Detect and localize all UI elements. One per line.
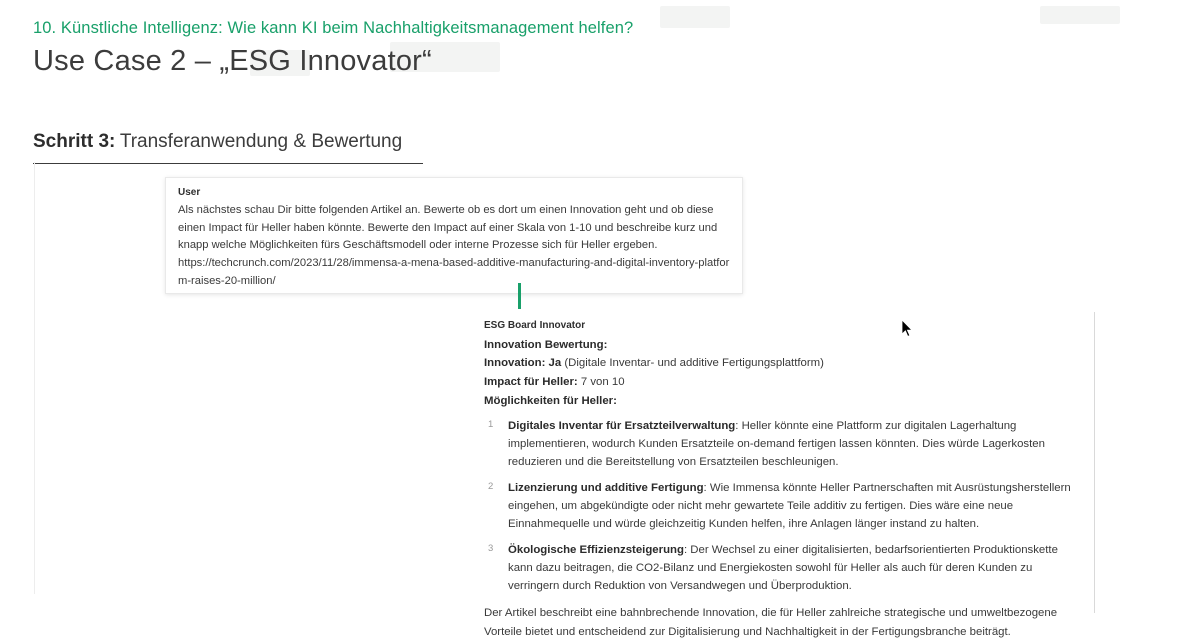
- field-innovation: [484, 355, 1084, 373]
- user-prompt-card: [165, 177, 743, 294]
- slide-kicker: 10. Künstliche Intelligenz: Wie kann KI beim Nachhaltigkeitsmanagement helfen?: [33, 19, 634, 37]
- right-guide-line: [1094, 312, 1095, 613]
- background-shape: [1040, 6, 1120, 24]
- field-impact-value: 7 von 10: [580, 375, 625, 388]
- assistant-speaker-label: ESG Board Innovator: [484, 320, 586, 331]
- opportunity-list: [484, 418, 1084, 595]
- user-prompt-text: Als nächstes schau Dir bitte folgenden Artikel an. Bewerte ob es dort um einen Innovation geht und ob diese einen Impact für Heller haben könnte. Bewerte den Impact auf einer Skala von 1-10 und beschreibe kurz und knapp welche Möglichkeiten fürs Geschäftsmodell oder interne Prozesse sich für Heller ergeben.: [178, 204, 718, 252]
- field-innovation-label: Innovation:: [484, 357, 546, 370]
- background-shape: [660, 6, 730, 28]
- user-prompt-url: https://techcrunch.com/2023/11/28/immensa-a-mena-based-additive-manufacturing-and-digital-inventory-platform-raises-20-million/: [178, 257, 730, 287]
- list-item: [484, 542, 1084, 595]
- assistant-response: [484, 318, 1084, 641]
- field-impact-label: Impact für Heller:: [484, 375, 578, 388]
- step-text: Transferanwendung & Bewertung: [119, 131, 403, 152]
- field-innovation-value-bold: Ja: [548, 357, 562, 370]
- list-heading: Möglichkeiten für Heller:: [484, 394, 617, 407]
- list-item: [484, 418, 1084, 471]
- step-heading: [33, 131, 423, 164]
- list-item-title: Digitales Inventar für Ersatzteilverwaltung: [508, 420, 736, 433]
- list-item: [484, 480, 1084, 533]
- connector-line: [518, 283, 521, 309]
- user-speaker-label: User: [178, 187, 201, 198]
- step-label: Schritt 3:: [33, 131, 116, 152]
- field-impact: [484, 374, 1084, 392]
- list-item-number: 3: [488, 543, 494, 555]
- mouse-cursor-icon: [902, 320, 914, 338]
- list-item-title: Ökologische Effizienzsteigerung: [508, 544, 684, 557]
- list-item-text: : Der Wechsel zu einer digitalisierten, bedarfsorientierten Produktionskette kann dazu beitragen, die CO2-Bilanz und Energiekosten sowohl für Heller als auch für deren Kunden zu verringern durch Reduktion von Versandwegen und Überproduktion.: [508, 544, 1058, 592]
- left-guide-line: [34, 162, 35, 594]
- assistant-heading: Innovation Bewertung:: [484, 338, 608, 351]
- field-innovation-value: (Digitale Inventar- und additive Fertigungsplattform): [561, 357, 824, 370]
- assistant-closing-text: Der Artikel beschreibt eine bahnbrechende Innovation, die für Heller zahlreiche strategische und umweltbezogene Vorteile bietet und entscheidend zur Digitalisierung und Nachhaltigkeit in der Fertigungsbranche beiträgt.: [484, 607, 1058, 638]
- list-item-text: : Wie Immensa könnte Heller Partnerschaften mit Ausrüstungsherstellern eingehen, um abgekündigte oder nicht mehr gewartete Teile additiv zu fertigen. Dies wäre eine neue Einnahmequelle und würde gleichzeitig Kunden helfen, ihre Anlagen länger instand zu halten.: [508, 482, 1071, 530]
- list-item-number: 1: [488, 419, 494, 431]
- page-title: Use Case 2 – „ESG Innovator“: [33, 45, 432, 77]
- list-item-text: : Heller könnte eine Plattform zur digitalen Lagerhaltung implementieren, wodurch Kunden Ersatzteile on-demand fertigen lassen könnten. Dies würde Lagerkosten reduzieren und die Bereitstellung von Ersatzteilen beschleunigen.: [508, 420, 1045, 468]
- list-item-number: 2: [488, 481, 494, 493]
- list-item-title: Lizenzierung und additive Fertigung: [508, 482, 704, 495]
